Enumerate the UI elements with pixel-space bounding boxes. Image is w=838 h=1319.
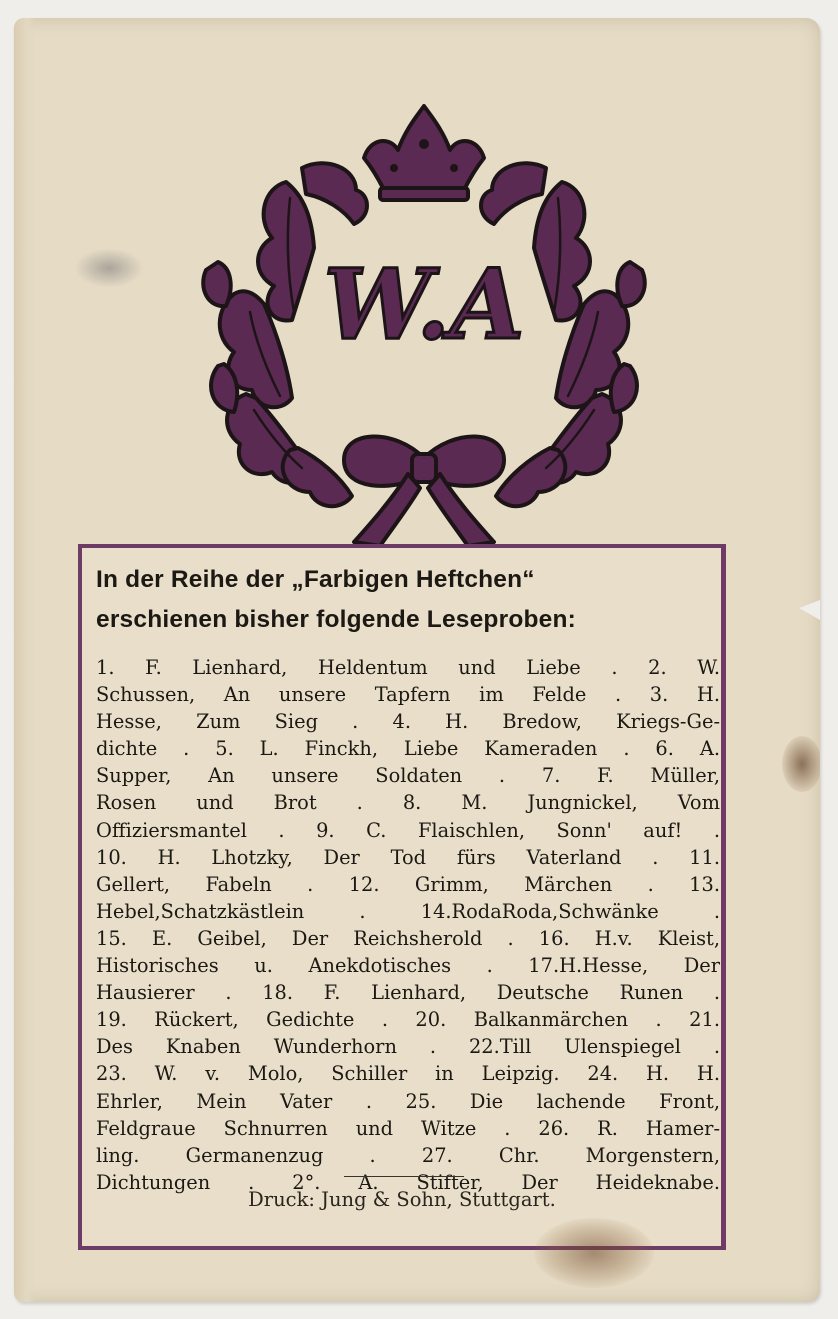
list-line: Hausierer . 18. F. Lienhard, Deutsche Runen . (96, 981, 720, 1005)
oak-leaf (496, 448, 565, 506)
series-heading-line-1: In der Reihe der „Farbigen Heftchen“ (96, 566, 535, 593)
title-list (96, 654, 720, 1196)
list-line: Supper, An unsere Soldaten . 7. F. Müller, (96, 764, 720, 788)
oak-leaf (283, 448, 352, 506)
list-line: 19. Rückert, Gedichte . 20. Balkanmärchen . 21. (96, 1008, 720, 1032)
oak-leaf (203, 262, 230, 306)
list-line: 23. W. v. Molo, Schiller in Leipzig. 24. H. H. (96, 1062, 720, 1086)
list-line: 15. E. Geibel, Der Reichsherold . 16. H.v. Kleist, (96, 926, 720, 950)
printer-imprint: Druck: Jung & Sohn, Stuttgart. (248, 1188, 556, 1211)
booklet-back-cover (14, 18, 820, 1302)
monogram (324, 248, 525, 361)
list-line: Offiziersmantel . 9. C. Flaischlen, Sonn' auf! . (96, 818, 720, 842)
list-line: Hesse, Zum Sieg . 4. H. Bredow, Kriegs-Ge- (96, 710, 720, 734)
oak-leaf (481, 163, 546, 224)
list-line: Ehrler, Mein Vater . 25. Die lachende Front, (96, 1089, 720, 1113)
list-line: dichte . 5. L. Finckh, Liebe Kameraden . 6. A. (96, 737, 720, 761)
water-stain (782, 736, 820, 792)
ink-smudge (74, 248, 144, 288)
oak-leaf (611, 364, 637, 412)
svg-text:W.A: W.A (323, 248, 525, 361)
list-line: Gellert, Fabeln . 12. Grimm, Märchen . 13. (96, 872, 720, 896)
ribbon-bow (344, 436, 504, 546)
oak-leaf (258, 182, 314, 320)
list-line: Feldgraue Schnurren und Witze . 26. R. Hamer- (96, 1116, 720, 1140)
divider-rule (344, 1176, 464, 1177)
oak-leaf (302, 163, 367, 224)
oak-leaf (211, 364, 237, 412)
oak-leaf (534, 182, 590, 320)
list-line: Dichtungen . 2°. A. Stifter, Der Heideknabe. (96, 1170, 720, 1194)
list-line: 1. F. Lienhard, Heldentum und Liebe . 2. W. (96, 656, 720, 679)
list-line: Schussen, An unsere Tapfern im Felde . 3. H. (96, 683, 720, 707)
list-line: Hebel,Schatzkästlein . 14.RodaRoda,Schwänke . (96, 899, 720, 923)
list-line: Historisches u. Anekdotisches . 17.H.Hesse, Der (96, 954, 720, 978)
list-line: ling. Germanenzug . 27. Chr. Morgenstern, (96, 1143, 720, 1167)
list-line: Rosen und Brot . 8. M. Jungnickel, Vom (96, 791, 720, 815)
crown (364, 106, 484, 200)
page-tear-notch (794, 600, 820, 620)
oak-leaf (617, 262, 644, 306)
series-heading-line-2: erschienen bisher folgende Leseproben: (96, 606, 577, 633)
series-list-frame (78, 544, 726, 1250)
crowned-oak-wreath-emblem (194, 98, 654, 558)
list-line: Des Knaben Wunderhorn . 22.Till Ulenspiegel . (96, 1035, 720, 1059)
page-spine-edge (14, 18, 36, 1302)
list-line: 10. H. Lhotzky, Der Tod fürs Vaterland . 11. (96, 845, 720, 869)
